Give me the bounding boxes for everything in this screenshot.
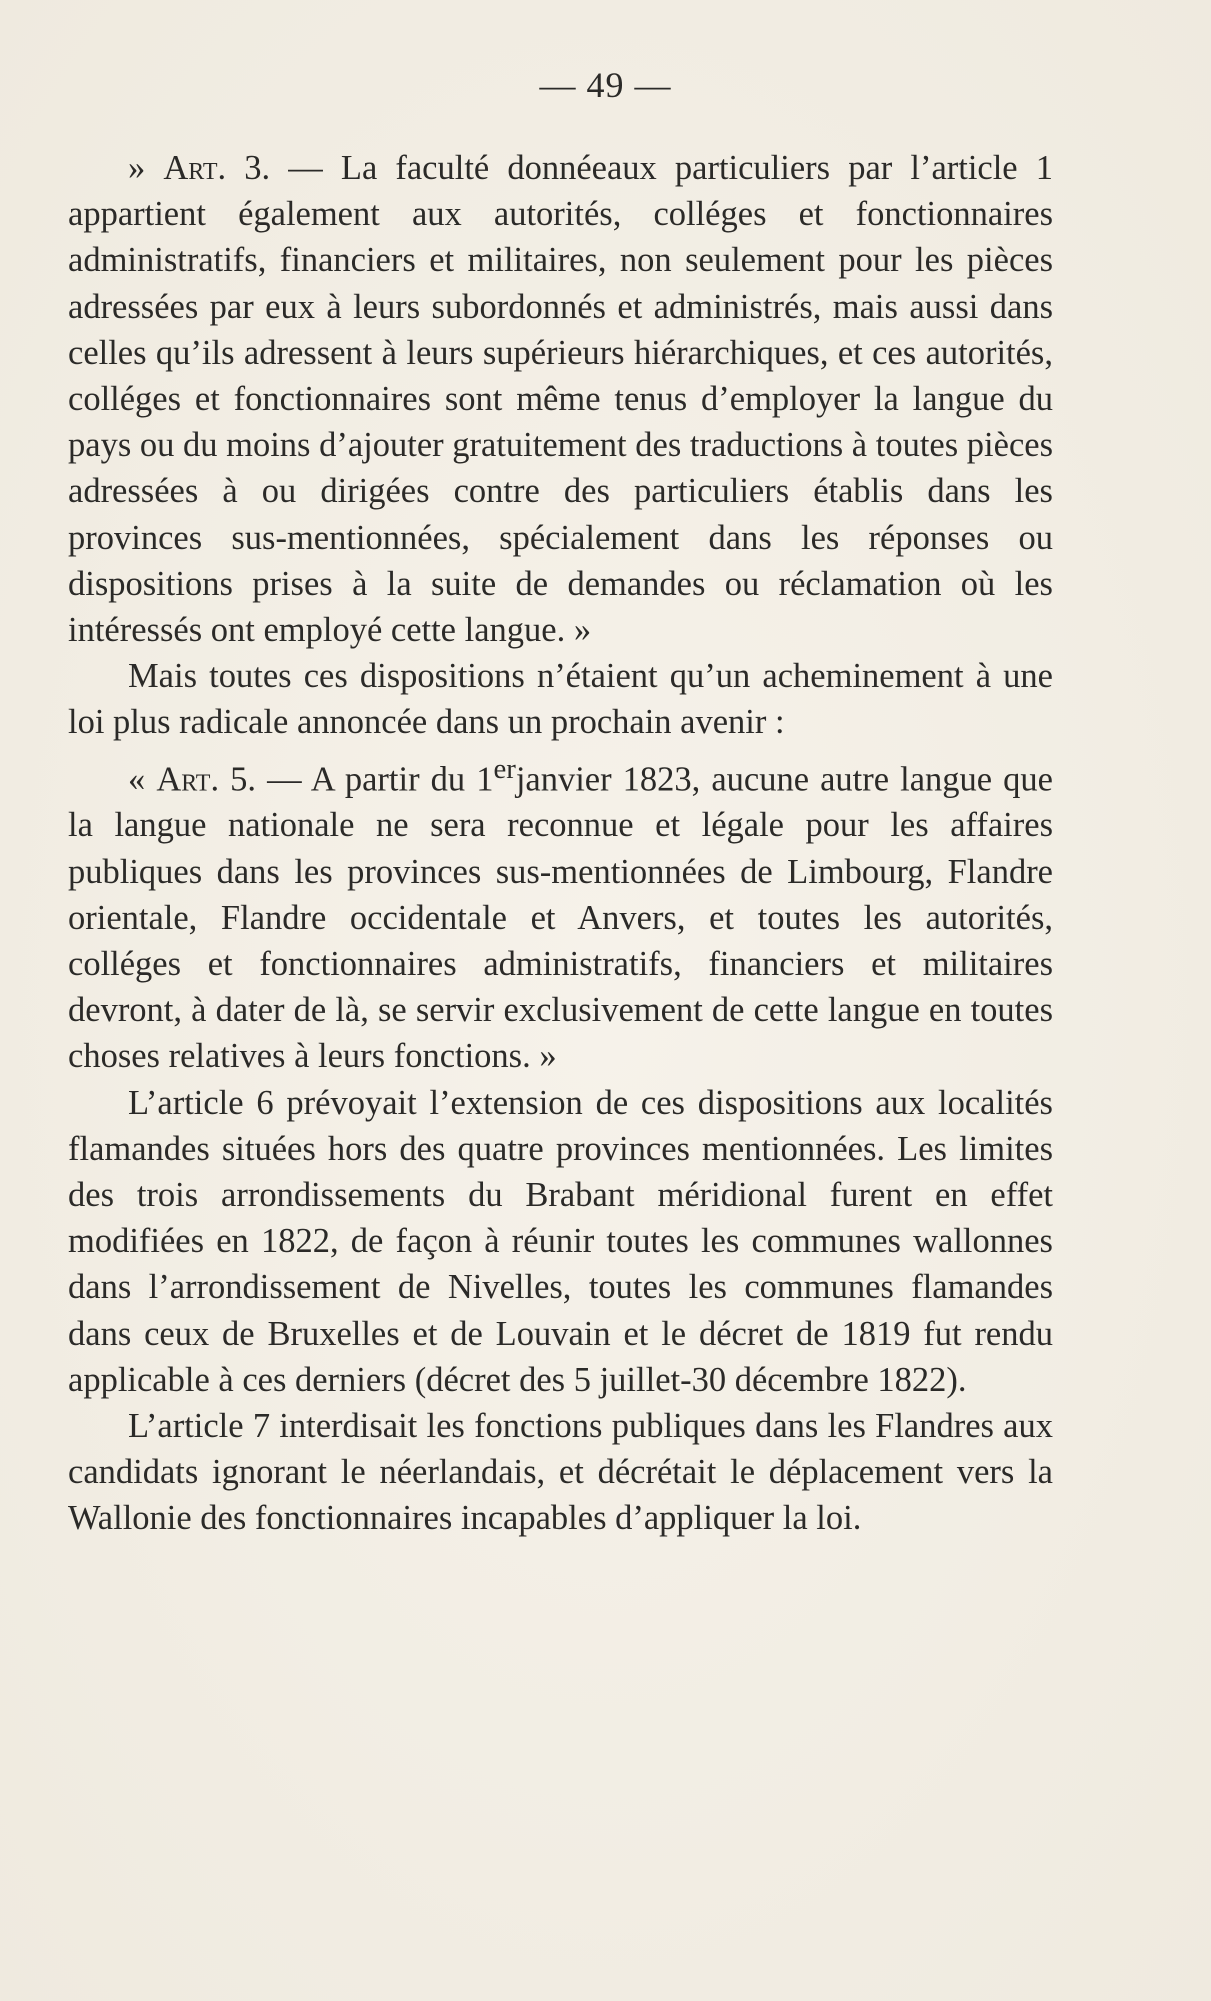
opening-quote: » (128, 149, 164, 187)
paragraph-text: L’article 6 prévoyait l’extension de ces dispositions aux localités flamandes situées hors des quatre provinces mentionnées. Les limites des trois arrondissements du Brabant méridional furent en effet modifiées en 1822, de façon à réunir toutes les communes wallonnes dans l’arrondissement de Nivelles, toutes les communes flamandes dans ceux de Bruxelles et de Louvain et le décret de 1819 fut rendu applicable à ces derniers (décret des 5 juillet-30 décembre 1822). (68, 1083, 1053, 1399)
paragraph-text: Mais toutes ces dispositions n’étaient qu’un acheminement à une loi plus radicale annoncée dans un prochain avenir : (68, 657, 1053, 742)
ordinal-superscript: er (493, 752, 516, 785)
paragraph-text: — La faculté donnéeaux particuliers par l’article 1 appartient également aux autorités, colléges et fonctionnaires administratifs, financiers et militaires, non seulement pour les pièces adressées par eux à leurs subordonnés et administrés, mais aussi dans celles qu’ils adressent à leurs supérieurs hiérarchiques, et ces autorités, colléges et fonctionnaires sont même tenus d’employer la langue du pays ou du moins d’ajouter gratuitement des traductions à toutes pièces adressées à ou dirigées contre des particuliers établis dans les provinces sus-mentionnées, spécialement dans les réponses ou dispositions prises à la suite de demandes ou réclamation où les intéressés ont employé cette langue. » (68, 149, 1053, 650)
paragraph-article-7 (68, 1403, 1053, 1542)
paragraph-article-3 (68, 145, 1053, 653)
opening-quote: « (128, 760, 157, 799)
paragraph-article-5 (68, 746, 1053, 1080)
paragraph-text: janvier 1823, aucune autre langue que la langue nationale ne sera reconnue et légale pour les affaires publiques dans les provinces sus-mentionnées de Limbourg, Flandre orientale, Flandre occidentale et Anvers, et toutes les autorités, colléges et fonctionnaires administratifs, financiers et militaires devront, à dater de là, se servir exclusivement de cette langue en toutes choses relatives à leurs fonctions. » (68, 760, 1053, 1076)
article-label: Art. 5. (156, 760, 257, 799)
article-label: Art. 3. (163, 149, 271, 187)
page-number: — 49 — (539, 65, 672, 105)
paragraph-acheminement (68, 653, 1053, 745)
paragraph-text: L’article 7 interdisait les fonctions publiques dans les Flandres aux candidats ignorant le néerlandais, et décrétait le déplacement vers la Wallonie des fonctionnaires incapables d’appliquer la loi. (68, 1406, 1053, 1538)
paragraph-text: — A partir du 1 (256, 760, 494, 799)
paragraph-article-6 (68, 1080, 1053, 1403)
page-body (68, 145, 1053, 1542)
